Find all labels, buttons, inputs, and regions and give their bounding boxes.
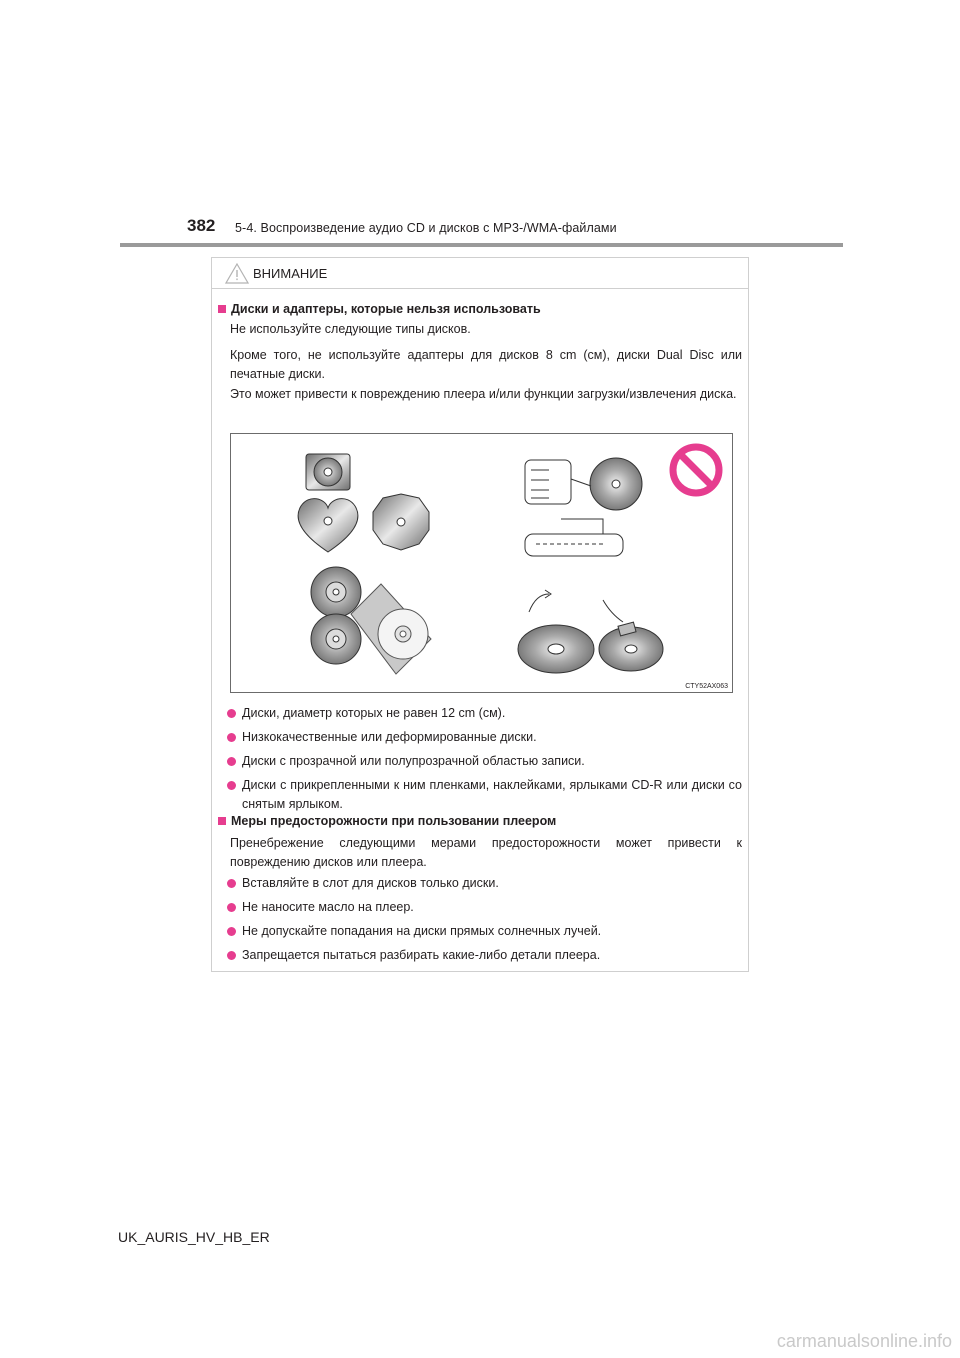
warning-box	[211, 257, 749, 972]
unsuitable-discs-illustration	[231, 434, 732, 692]
disc-with-sticker-icon	[599, 600, 663, 671]
list-item-text: Не допускайте попадания на диски прямых солнечных лучей.	[242, 924, 602, 938]
list-item	[227, 728, 742, 747]
paragraph: Не используйте следующие типы дисков.	[230, 322, 471, 336]
list-item	[227, 874, 742, 893]
list-item-text: Диски с прикрепленными к ним пленками, наклейками, ярлыками CD-R или диски со снятым ярлыком.	[242, 778, 742, 811]
section-heading-discs	[218, 302, 541, 316]
bullet-dot-icon	[227, 927, 236, 936]
list-item-text: Диски с прозрачной или полупрозрачной областью записи.	[242, 754, 585, 768]
bullet-dot-icon	[227, 951, 236, 960]
bullet-dot-icon	[227, 781, 236, 790]
list-item	[227, 752, 742, 771]
prohibition-icon	[673, 447, 719, 493]
octagon-disc-icon	[373, 494, 429, 550]
section-heading-precautions	[218, 814, 556, 828]
bullet-dot-icon	[227, 733, 236, 742]
figure-code: CTY52AX063	[685, 683, 728, 690]
illustration	[230, 433, 733, 693]
warning-header	[212, 258, 748, 289]
header-rule	[120, 243, 843, 247]
warning-triangle-icon	[225, 263, 249, 284]
adapter-disc-icon	[311, 567, 431, 674]
list-item-text: Вставляйте в слот для дисков только диски.	[242, 876, 499, 890]
square-bullet-icon	[218, 305, 226, 313]
section-title: 5-4. Воспроизведение аудио CD и дисков с MP3-/WMA-файлами	[235, 221, 617, 235]
watermark[interactable]: carmanualsonline.info	[776, 1331, 952, 1351]
paragraph: Это может привести к повреждению плеера и/или функции загрузки/извлечения диска.	[230, 387, 737, 401]
section-heading-text: Диски и адаптеры, которые нельзя использовать	[231, 302, 541, 316]
bullet-dot-icon	[227, 879, 236, 888]
bullet-dot-icon	[227, 709, 236, 718]
list-item	[227, 776, 742, 814]
page-number: 382	[187, 216, 216, 235]
heart-disc-icon	[298, 499, 358, 552]
list-item-text: Диски, диаметр которых не равен 12 cm (см).	[242, 706, 506, 720]
square-disc-icon	[306, 454, 350, 490]
bullet-dot-icon	[227, 757, 236, 766]
list-item-text: Запрещается пытаться разбирать какие-либо детали плеера.	[242, 948, 601, 962]
list-item	[227, 898, 742, 917]
paragraph: Кроме того, не используйте адаптеры для дисков 8 cm (см), диски Dual Disc или печатные диски.	[230, 348, 742, 381]
list-item	[227, 922, 742, 941]
list-item	[227, 946, 742, 965]
square-bullet-icon	[218, 817, 226, 825]
section-heading-text: Меры предосторожности при пользовании плеером	[231, 814, 557, 828]
list-item-text: Низкокачественные или деформированные диски.	[242, 730, 537, 744]
list-item	[227, 704, 742, 723]
deformed-disc-icon	[518, 590, 594, 673]
paragraph: Пренебрежение следующими мерами предосторожности может привести к повреждению дисков или плеера.	[230, 836, 742, 869]
player-disc-icon	[525, 458, 642, 556]
warning-label: ВНИМАНИЕ	[253, 266, 328, 281]
bullet-dot-icon	[227, 903, 236, 912]
footer-doc-code: UK_AURIS_HV_HB_ER	[118, 1229, 270, 1245]
list-item-text: Не наносите масло на плеер.	[242, 900, 414, 914]
